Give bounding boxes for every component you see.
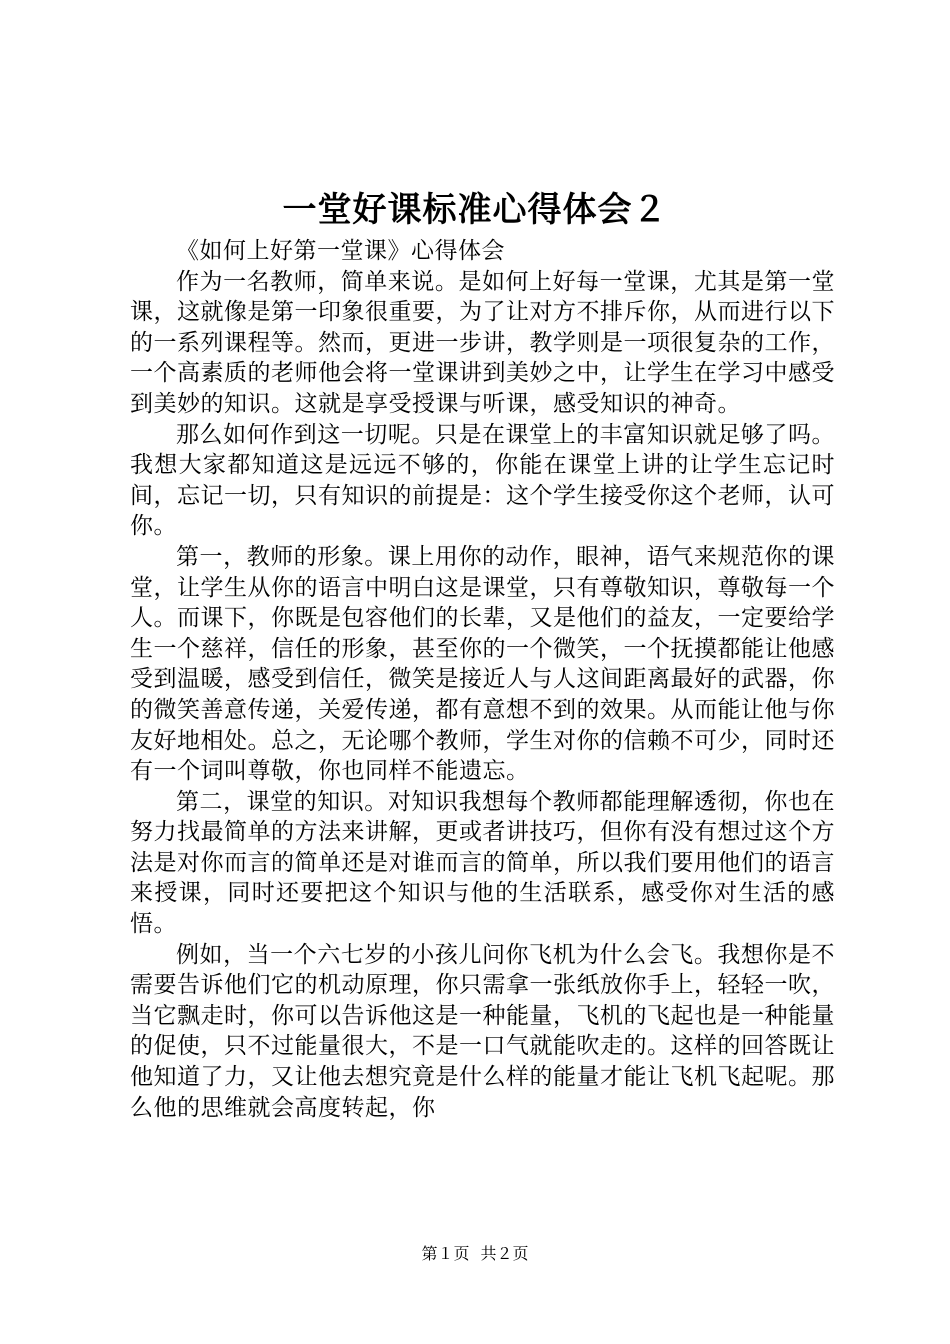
paragraph: 第一，教师的形象。课上用你的动作，眼神，语气来规范你的课堂，让学生从你的语言中明白这是课堂，只有尊敬知识，尊敬每一个人。而课下，你既是包容他们的长辈，又是他们的益友，一定要给学生一个慈祥，信任的形象，甚至你的一个微笑，一个抚摸都能让他感受到温暖，感受到信任，微笑是接近人与人这间距离最好的武器，你的微笑善意传递，关爱传递，都有意想不到的效果。从而能让他与你友好地相处。总之，无论哪个教师，学生对你的信赖不可少，同时还有一个词叫尊敬，你也同样不能遗忘。	[130, 543, 835, 785]
paragraph-subtitle: 《如何上好第一堂课》心得体会	[176, 238, 505, 264]
paragraph: 例如，当一个六七岁的小孩儿问你飞机为什么会飞。我想你是不需要告诉他们它的机动原理，你只需拿一张纸放你手上，轻轻一吹，当它飘走时，你可以告诉他这是一种能量，飞机的飞起也是一种能量的促使，只不过能量很大，不是一口气就能吹走的。这样的回答既让他知道了力，又让他去想究竟是什么样的能量才能让飞机飞起呢。那么他的思维就会高度转起，你	[130, 941, 835, 1121]
paragraph: 那么如何作到这一切呢。只是在课堂上的丰富知识就足够了吗。我想大家都知道这是远远不够的，你能在课堂上讲的让学生忘记时间，忘记一切，只有知识的前提是：这个学生接受你这个老师，认可你。	[130, 421, 835, 540]
page-number-current: 第１页	[421, 1244, 470, 1263]
page-footer	[0, 1243, 950, 1265]
page-number-total: 共２页	[480, 1244, 529, 1263]
paragraph: 作为一名教师，简单来说。是如何上好每一堂课，尤其是第一堂课，这就像是第一印象很重要，为了让对方不排斥你，从而进行以下的一系列课程等。然而，更进一步讲，教学则是一项很复杂的工作，一个高素质的老师他会将一堂课讲到美妙之中，让学生在学习中感受到美妙的知识。这就是享受授课与听课，感受知识的神奇。	[130, 268, 835, 417]
paragraph: 第二，课堂的知识。对知识我想每个教师都能理解透彻，你也在努力找最简单的方法来讲解，更或者讲技巧，但你有没有想过这个方法是对你而言的简单还是对谁而言的简单，所以我们要用他们的语言来授课，同时还要把这个知识与他的生活联系，感受你对生活的感悟。	[130, 788, 835, 938]
document-body	[130, 236, 835, 1123]
document-title: 一堂好课标准心得体会２	[282, 190, 668, 230]
